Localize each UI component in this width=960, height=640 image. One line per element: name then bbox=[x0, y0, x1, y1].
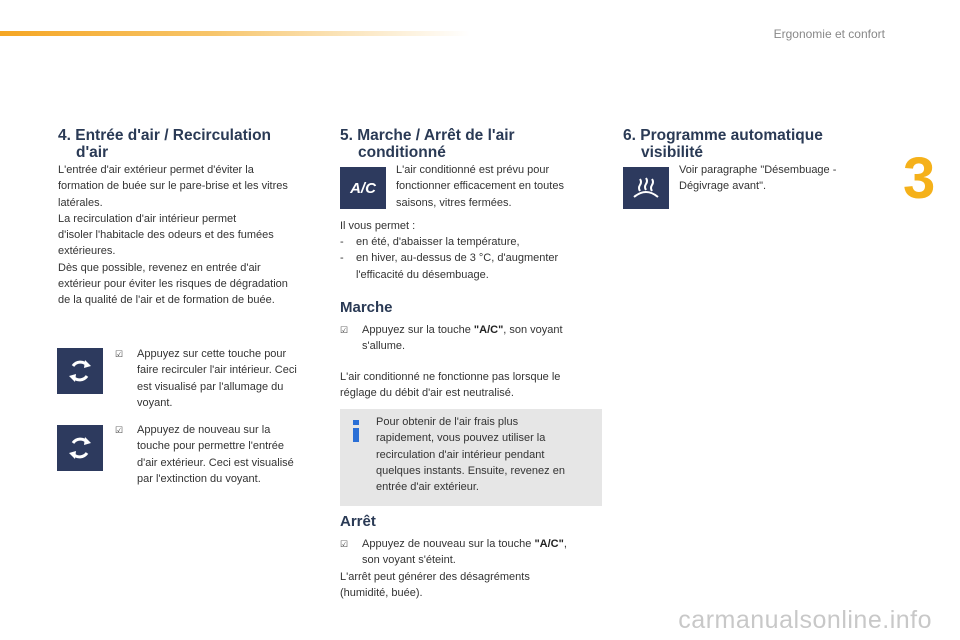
heading-visibility: 6. Programme automatique visibilité bbox=[623, 127, 823, 161]
ac-button-icon bbox=[340, 167, 386, 209]
bullet-marker-icon: ☑ bbox=[340, 539, 349, 549]
windscreen-defrost-icon bbox=[631, 175, 661, 201]
heading-arret: Arrêt bbox=[340, 513, 376, 530]
bullet-marker-icon: ☑ bbox=[115, 425, 124, 435]
air-intake-button-icon bbox=[57, 425, 103, 471]
list-item: - en hiver, au-dessus de 3 °C, d'augmenter bbox=[340, 252, 559, 265]
recirculation-icon bbox=[65, 356, 95, 386]
heading-air-intake: 4. Entrée d'air / Recirculation d'air bbox=[58, 127, 272, 161]
bullet-marker-icon: ☑ bbox=[340, 325, 349, 335]
bullet-air-intake: ☑ Appuyez de nouveau sur la touche pour permettre l'entrée d'air extérieur. Ceci est visualisé par l'extinction du voyant. bbox=[115, 424, 294, 485]
visibility-reference: Voir paragraphe "Désembuage - Dégivrage avant". bbox=[679, 164, 837, 193]
recirculation-icon bbox=[65, 433, 95, 463]
defrost-button-icon bbox=[623, 167, 669, 209]
recirculation-button-icon bbox=[57, 348, 103, 394]
ac-allows-label: Il vous permet : bbox=[340, 220, 416, 232]
bullet-arret: ☑ Appuyez de nouveau sur la touche "A/C", son voyant s'éteint. bbox=[340, 538, 567, 567]
ac-intro: L'air conditionné est prévu pour fonctionner efficacement en toutes saisons, vitres fermées. bbox=[396, 164, 564, 209]
arret-note: L'arrêt peut générer des désagréments (humidité, buée). bbox=[340, 571, 530, 600]
list-item-continued: l'efficacité du désembuage. bbox=[356, 268, 489, 281]
ac-benefits-list bbox=[340, 234, 602, 283]
air-intake-description: L'entrée d'air extérieur permet d'éviter la formation de buée sur le pare-brise et les vitres latérales. La recirculation d'air intérieur permet d'isoler l'habitacle des odeurs et des fumées extérieures. Dès que possible, revenez en entrée d'air extérieur pour éviter les risques de dégradation de la qualité de l'air et de formation de buée. bbox=[58, 164, 288, 307]
section-title: Ergonomie et confort bbox=[773, 27, 885, 41]
ac-note: L'air conditionné ne fonctionne pas lorsque le réglage du débit d'air est neutralisé. bbox=[340, 371, 561, 400]
bullet-marker-icon: ☑ bbox=[115, 349, 124, 359]
info-text: Pour obtenir de l'air frais plus rapidement, vous pouvez utiliser la recirculation d'air intérieur pendant quelques instants. Ensuite, revenez en entrée d'air extérieur. bbox=[376, 416, 565, 494]
ac-label: A/C bbox=[350, 179, 376, 197]
bullet-recirculate: ☑ Appuyez sur cette touche pour faire recirculer l'air intérieur. Ceci est visualisé par l'allumage du voyant. bbox=[115, 348, 297, 409]
list-item: - en été, d'abaisser la température, bbox=[340, 236, 520, 248]
bullet-marche: ☑ Appuyez sur la touche "A/C", son voyant s'allume. bbox=[340, 324, 563, 353]
heading-marche: Marche bbox=[340, 299, 393, 316]
header-accent-bar bbox=[0, 31, 470, 36]
info-box bbox=[340, 409, 602, 506]
chapter-number: 3 bbox=[903, 146, 936, 211]
heading-ac: 5. Marche / Arrêt de l'air conditionné bbox=[340, 127, 515, 161]
info-icon bbox=[352, 420, 360, 442]
watermark: carmanualsonline.info bbox=[678, 606, 932, 634]
